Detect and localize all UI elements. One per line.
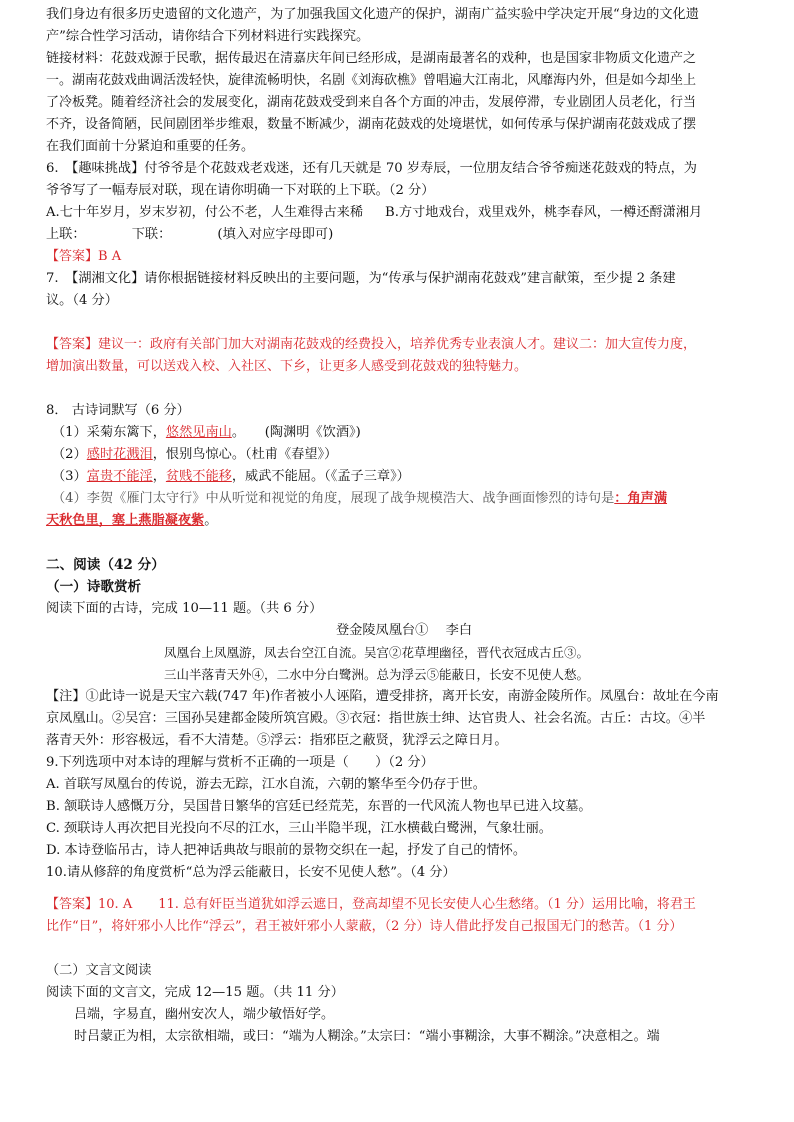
q8-item-1-answer: 悠然见南山 (165, 425, 232, 440)
classical-instruction: 阅读下面的文言文，完成 12—15 题。（共 11 分） (46, 985, 344, 1000)
q9-option-a: A. 首联写凤凰台的传说，游去无踪，江水自流，六朝的繁华至今仍存于世。 (46, 777, 486, 792)
intro-line-1: 我们身边有很多历史遗留的文化遗产，为了加强我国文化遗产的保护，湖南广益实验中学决定开展“身边的文化遗 (46, 7, 699, 22)
q9-option-c: C. 颈联诗人再次把目光投向不尽的江水，三山半隐半现，江水横截白鹭洲，气象壮丽。 (46, 821, 552, 836)
q8-item-3 (46, 466, 762, 488)
question-6 (46, 158, 762, 268)
q8-item-4-suffix: 。 (204, 513, 218, 528)
q9-option-b: B. 颔联诗人感慨万分，吴国昔日繁华的宫廷已经荒芜，东晋的一代风流人物也早已进入坟墓。 (46, 799, 592, 814)
q7-answer-text: 建议一：政府有关部门加大对湖南花鼓戏的经费投入，培养优秀专业表演人才。建议二：加大宣传力度， (98, 337, 697, 352)
link-material-line: 不齐，设备简陋，民间剧团举步维艰，数量不断减少，湖南花鼓戏的处境堪忧，如何传承与保护湖南花鼓戏成了摆 (46, 117, 697, 132)
poetry-instruction: 阅读下面的古诗，完成 10—11 题。（共 6 分） (46, 601, 323, 616)
poem-title: 登金陵凤凰台① 李白 (335, 623, 473, 638)
q8-item-3-comma: ， (152, 469, 166, 484)
q8-item-4-cont (46, 510, 762, 532)
q6-option-b: B.方寸地戏台，戏里戏外，桃李春风，一樽还酹潇湘月 (385, 205, 703, 220)
answer-tag: 【答案】 (46, 337, 99, 352)
q8-item-2-prefix: （2） (52, 447, 87, 462)
q8-item-3-prefix: （3） (52, 469, 87, 484)
intro-line-2: 产”综合性学习活动，请你结合下列材料进行实践探究。 (46, 29, 370, 44)
q8-item-4-prefix: （4）李贺《雁门太守行》中从听觉和视觉的角度，展现了战争规模浩大、战争画面惨烈的诗句是 (52, 491, 615, 506)
link-material-line: 链接材料：花鼓戏源于民歌，据传最迟在清嘉庆年间已经形成，是湖南最著名的戏种，也是国家非物质文化遗产之 (46, 51, 697, 66)
q8-item-2 (46, 444, 762, 466)
q7-answer-line-1 (46, 334, 762, 356)
q10-11-answer-text: 10. A 11. 总有奸臣当道犹如浮云遮日，登高却望不见长安使人心生愁绪。（1 分）运用比喻，将君王 (98, 897, 696, 912)
subsection-poetry: （一）诗歌赏析 (46, 579, 142, 595)
q6-fill-line: 上联： 下联： (填入对应字母即可) (46, 227, 334, 242)
poem-line: 凤凰台上凤凰游，凤去台空江自流。吴宫②花草埋幽径，晋代衣冠成古丘③。 (164, 645, 590, 660)
q9-option-d: D. 本诗登临吊古，诗人把神话典故与眼前的景物交织在一起，抒发了自己的情怀。 (46, 843, 527, 858)
q7-answer-line-2: 增加演出数量，可以送戏入校、入社区、下乡，让更多人感受到花鼓戏的独特魅力。 (46, 359, 528, 374)
poem-line: 三山半落青天外④，二水中分白鹭洲。总为浮云⑤能蔽日，长安不见使人愁。 (164, 667, 590, 682)
link-material-line: 一。湖南花鼓戏曲调活泼轻快，旋律流畅明快，名剧《刘海砍樵》曾唱遍大江南北，风靡海内外，但是如今却坐上 (46, 73, 697, 88)
subsection-classical: （二）文言文阅读 (46, 963, 152, 978)
classical-text-line: 时吕蒙正为相，太宗欲相端，或曰：“端为人糊涂。”太宗曰：“端小事糊涂，大事不糊涂。”决意相之。端 (74, 1029, 660, 1044)
q8-item-2-answer: 感时花溅泪 (86, 447, 153, 462)
section-title: 二、阅读（42 分） (46, 557, 165, 573)
q8-title: 8． 古诗词默写（6 分） (46, 403, 190, 418)
q8-item-2-suffix: ，恨别鸟惊心。（杜甫《春望》） (152, 447, 338, 462)
question-10: 10.请从修辞的角度赏析“总为浮云能蔽日，长安不见使人愁”。（4 分） (46, 865, 456, 880)
q8-item-4 (46, 488, 762, 510)
question-8 (46, 400, 762, 532)
q6-answer (46, 246, 762, 268)
q10-11-answer-line-1 (46, 894, 762, 916)
q8-item-1 (46, 422, 762, 444)
question-7 (46, 268, 762, 378)
answer-tag: 【答案】 (46, 897, 99, 912)
link-material (46, 48, 762, 158)
classical-text-line: 吕端，字易直，幽州安次人，端少敏悟好学。 (74, 1007, 335, 1022)
q6-line-1: 6. 【趣味挑战】付爷爷是个花鼓戏老戏迷，还有几天就是 70 岁寿辰，一位朋友结合爷爷痴迷花鼓戏的特点，为 (46, 161, 697, 176)
q6-line-2: 爷爷写了一幅寿辰对联，现在请你明确一下对联的上下联。（2 分） (46, 183, 435, 198)
q6-option-a: A.七十年岁月，岁末岁初，付公不老，人生难得古来稀 (46, 205, 364, 220)
q10-11-answer-line-2: 比作“日”，将奸邪小人比作“浮云”，君王被奸邪小人蒙蔽，（2 分）诗人借此抒发自己报国无门的愁苦。（1 分） (46, 919, 683, 934)
q6-answer-text: B A (98, 249, 122, 264)
q8-item-4-answer-2: 天秋色里，塞上燕脂凝夜紫 (46, 513, 205, 528)
link-material-line: 在我们面前十分紧迫和重要的任务。 (46, 139, 255, 154)
exam-page (46, 4, 762, 1048)
q8-item-3-answer-2: 贫贱不能移 (165, 469, 232, 484)
q8-item-1-suffix: 。 (陶渊明《饮酒》) (231, 425, 361, 440)
answer-tag: 【答案】 (46, 249, 99, 264)
q6-options (46, 202, 762, 224)
q8-item-4-answer-1: ：角声满 (614, 491, 668, 506)
poem-note: 落青天外：形容极远，看不大清楚。⑤浮云：指邪臣之蔽贤，犹浮云之障日月。 (46, 733, 508, 748)
question-9: 9.下列选项中对本诗的理解与赏析不正确的一项是（ ）（2 分） (46, 755, 434, 770)
q8-item-3-answer-1: 富贵不能淫 (86, 469, 153, 484)
poem-note: 【注】①此诗一说是天宝六载(747 年)作者被小人诬陷，遭受排挤，离开长安，南游金陵所作。凤凰台：故址在今南 (46, 689, 719, 704)
q8-item-3-suffix: ，威武不能屈。（《孟子三章》） (231, 469, 410, 484)
poem-note: 京凤凰山。②吴宫：三国孙吴建都金陵所筑宫殿。③衣冠：指世族士绅、达官贵人、社会名流。古丘：古坟。④半 (46, 711, 706, 726)
q7-line-1: 7. 【湖湘文化】请你根据链接材料反映出的主要问题，为“传承与保护湖南花鼓戏”建言献策，至少提 2 条建 (46, 271, 676, 286)
link-material-line: 了冷板凳。随着经济社会的发展变化，湖南花鼓戏受到来自各个方面的冲击，发展停滞，专业剧团人员老化，行当 (46, 95, 697, 110)
q8-item-1-prefix: （1）采菊东篱下， (52, 425, 166, 440)
q7-line-2: 议。（4 分） (46, 293, 118, 308)
section-reading (46, 554, 762, 1048)
